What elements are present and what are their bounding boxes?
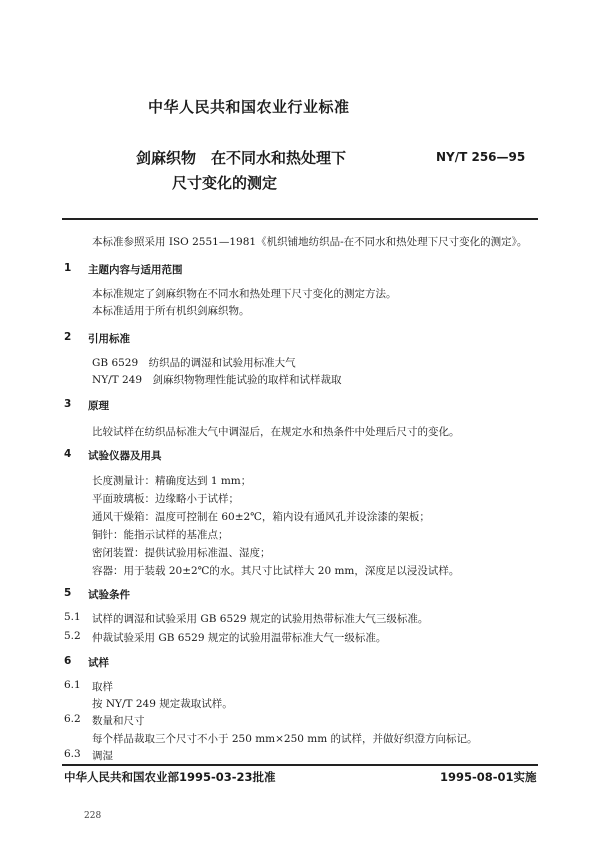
section-2-number: 2 xyxy=(64,331,72,343)
title-line-1: 剑麻织物 在不同水和热处理下 xyxy=(136,149,347,167)
clause-title: 调湿 xyxy=(92,750,113,762)
instrument-item: 长度测量计：精确度达到 1 mm； xyxy=(92,475,252,487)
clause-title: 取样 xyxy=(92,681,113,693)
clause-text: 仲裁试验采用 GB 6529 规定的试验用温带标准大气一级标准。 xyxy=(92,632,387,644)
section-3-number: 3 xyxy=(64,398,72,410)
section-2-title: 引用标准 xyxy=(88,333,130,345)
clause-number: 5.1 xyxy=(64,611,81,623)
clause-number: 6.2 xyxy=(64,713,81,725)
intro-text: 本标准参照采用 ISO 2551—1981《机织铺地纺织品-在不同水和热处理下尺寸变化的测定》。 xyxy=(92,236,528,248)
section-6-number: 6 xyxy=(64,655,72,667)
section-6-title: 试样 xyxy=(88,657,109,669)
section-3-line: 比较试样在纺织品标准大气中调湿后，在规定水和热条件中处理后尺寸的变化。 xyxy=(92,426,460,438)
section-1-line: 本标准规定了剑麻织物在不同水和热处理下尺寸变化的测定方法。 xyxy=(92,288,397,300)
section-3-title: 原理 xyxy=(88,400,109,412)
page-number: 228 xyxy=(84,811,102,821)
section-5-title: 试验条件 xyxy=(88,589,130,601)
section-4-title: 试验仪器及用具 xyxy=(88,450,162,462)
clause-number: 6.3 xyxy=(64,748,81,760)
approval-date: 中华人民共和国农业部1995-03-23批准 xyxy=(64,770,276,784)
instrument-item: 平面玻璃板：边缘略小于试样； xyxy=(92,493,239,505)
reference-item: GB 6529 纺织品的调湿和试验用标准大气 xyxy=(92,357,296,369)
instrument-item: 铜针：能指示试样的基准点； xyxy=(92,529,229,541)
section-4-number: 4 xyxy=(64,448,72,460)
standard-code: NY/T 256—95 xyxy=(436,150,526,164)
clause-title: 数量和尺寸 xyxy=(92,715,145,727)
clause-number: 5.2 xyxy=(64,630,81,642)
section-5-number: 5 xyxy=(64,587,72,599)
instrument-item: 通风干燥箱：温度可控制在 60±2℃，箱内设有通风孔并设涂漆的架板； xyxy=(92,511,430,523)
clause-number: 6.1 xyxy=(64,679,81,691)
clause-text: 按 NY/T 249 规定裁取试样。 xyxy=(92,698,233,710)
issuing-org: 中华人民共和国农业行业标准 xyxy=(148,98,350,116)
header-rule xyxy=(62,218,538,220)
clause-text: 试样的调湿和试验采用 GB 6529 规定的试验用热带标准大气三级标准。 xyxy=(92,613,429,625)
instrument-item: 容器：用于装载 20±2℃的水。其尺寸比试样大 20 mm，深度足以浸没试样。 xyxy=(92,565,460,577)
clause-text: 每个样品裁取三个尺寸不小于 250 mm×250 mm 的试样，并做好织澄方向标记。 xyxy=(92,733,478,745)
title-line-2: 尺寸变化的测定 xyxy=(172,174,278,192)
reference-item: NY/T 249 剑麻织物物理性能试验的取样和试样裁取 xyxy=(92,374,342,386)
section-1-title: 主题内容与适用范围 xyxy=(88,264,183,276)
instrument-item: 密闭装置：提供试验用标准温、湿度； xyxy=(92,547,271,559)
footer-rule xyxy=(62,764,538,766)
effective-date: 1995-08-01实施 xyxy=(440,770,537,784)
section-1-line: 本标准适用于所有机织剑麻织物。 xyxy=(92,305,250,317)
section-1-number: 1 xyxy=(64,262,72,274)
